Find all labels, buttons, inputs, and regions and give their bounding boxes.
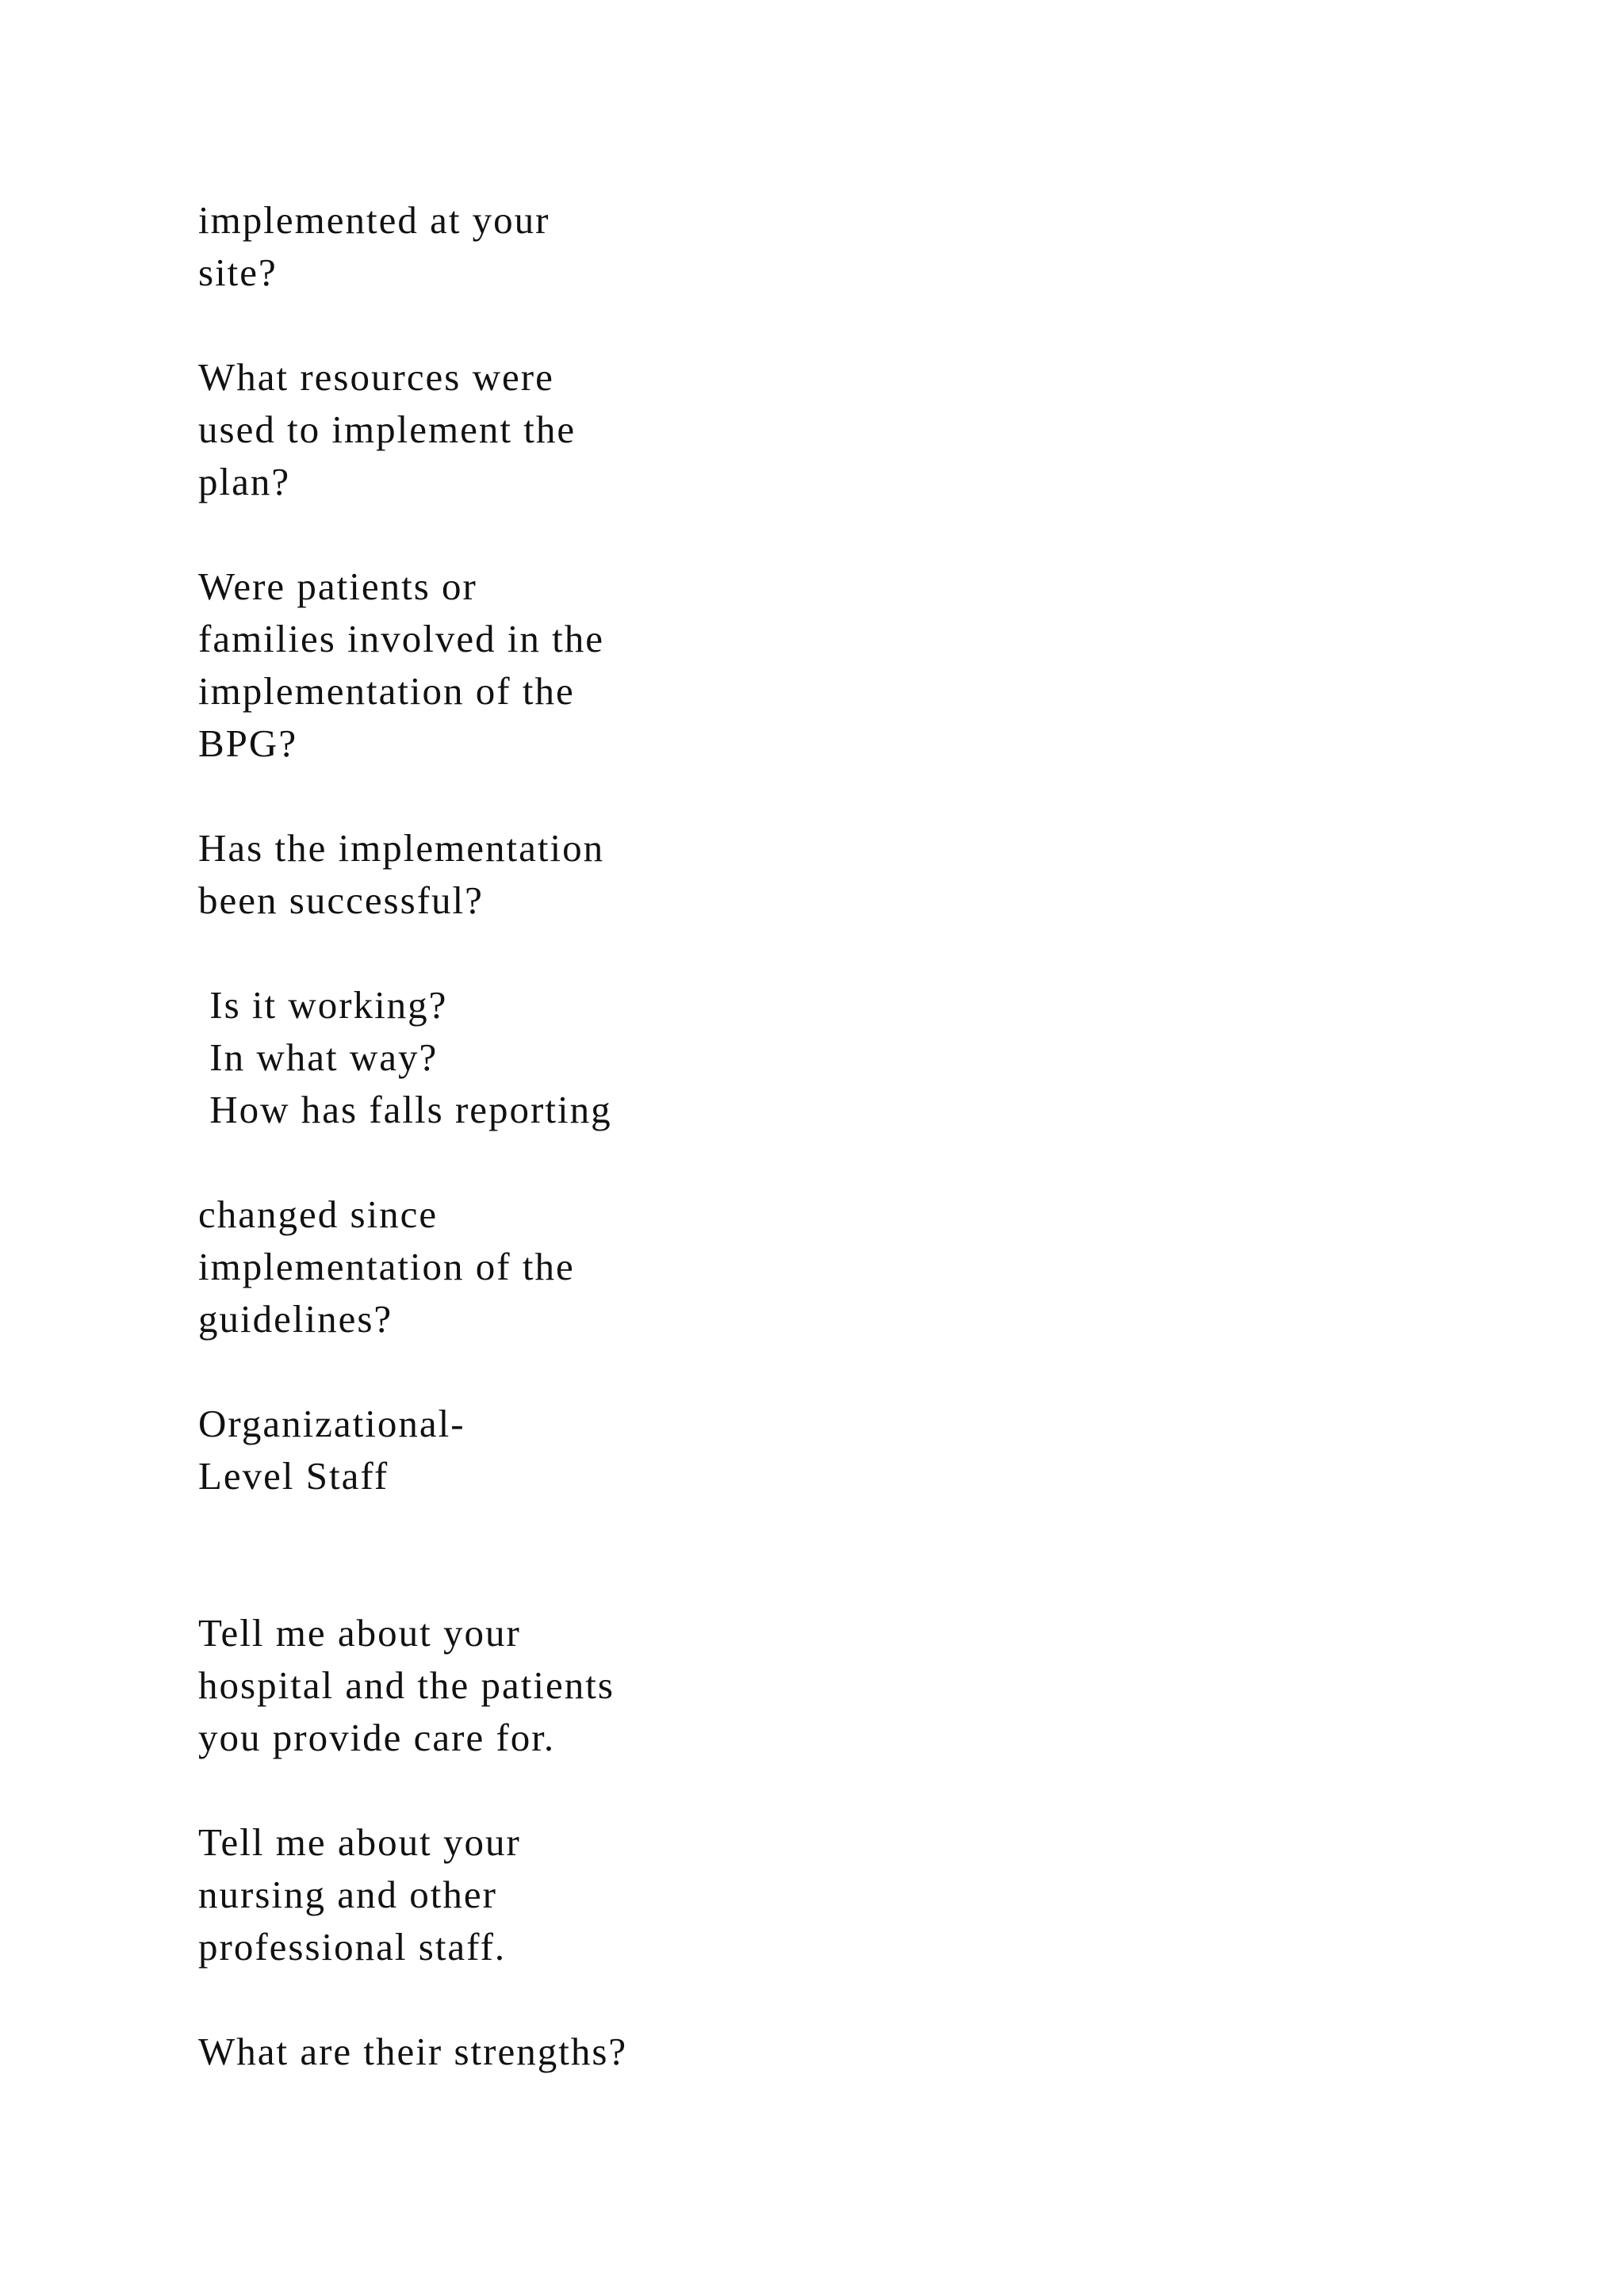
blank-line [198, 1136, 991, 1188]
document-body [198, 194, 991, 2078]
text-line: Has the implementation [198, 826, 605, 870]
text-line: used to implement the [198, 408, 576, 451]
text-line: implementation of the [198, 669, 575, 713]
blank-line [198, 1555, 991, 1607]
blank-line [198, 299, 991, 351]
text-line: BPG? [198, 721, 298, 765]
text-line: What are their strengths? [198, 2030, 628, 2073]
text-line: Were patients or [198, 564, 477, 608]
text-line: changed since [198, 1192, 439, 1236]
section-heading: Organizational- [198, 1402, 465, 1445]
text-line: What resources were [198, 355, 554, 399]
text-line: families involved in the [198, 617, 605, 660]
text-line: site? [198, 251, 278, 294]
text-line: In what way? [198, 1035, 439, 1079]
blank-line [198, 508, 991, 561]
text-line: implemented at your [198, 198, 550, 242]
text-line: Is it working? [198, 983, 448, 1027]
blank-line [198, 770, 991, 822]
text-line: hospital and the patients [198, 1663, 615, 1707]
text-line: professional staff. [198, 1925, 507, 1969]
text-line: Tell me about your [198, 1820, 521, 1864]
blank-line [198, 1973, 991, 2026]
blank-line [198, 1345, 991, 1398]
text-line: plan? [198, 460, 291, 503]
text-line: implementation of the [198, 1245, 575, 1288]
text-line: Tell me about your [198, 1611, 521, 1655]
text-line: nursing and other [198, 1873, 497, 1916]
blank-line [198, 1764, 991, 1816]
text-line: been successful? [198, 878, 484, 922]
blank-line [198, 1502, 991, 1555]
text-line: you provide care for. [198, 1716, 556, 1759]
text-line: How has falls reporting [198, 1088, 612, 1131]
section-heading: Level Staff [198, 1454, 389, 1498]
blank-line [198, 927, 991, 979]
text-line: guidelines? [198, 1297, 393, 1341]
